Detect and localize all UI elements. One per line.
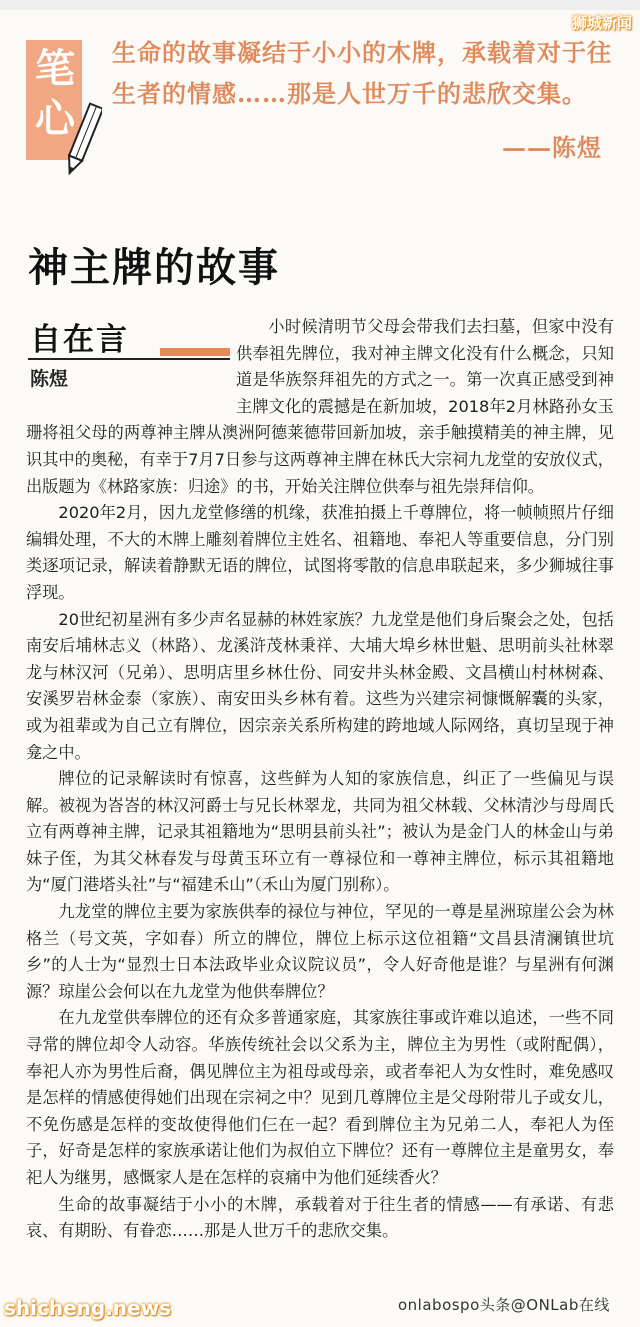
source-watermark: onlabospo头条@ONLab在线	[398, 1296, 610, 1314]
paragraph-2: 2020年2月，因九龙堂修缮的机缘，获准拍摄上千尊牌位，将一帧帧照片仔细编辑处理，不大的木牌上雕刻着牌位主姓名、祖籍地、奉祀人等重要信息，分门别类逐项记录，解读着静默无语的牌位，试图将零散的信息串联起来，多少狮城往事浮现。	[26, 503, 614, 602]
column-name: 自在言	[30, 322, 129, 358]
column-logo-text: 笔心	[35, 45, 75, 142]
paragraph-7: 生命的故事凝结于小小的木牌，承载着对于往生者的情感——有承诺、有悲哀、有期盼、有眷恋……那是人世万千的悲欣交集。	[26, 1194, 614, 1241]
pencil-icon	[66, 100, 102, 180]
top-bar	[0, 0, 640, 10]
article-author: 陈煜	[30, 368, 69, 390]
pull-quote-author: ——陈煜	[502, 133, 602, 162]
article-title: 神主牌的故事	[28, 245, 280, 291]
paragraph-3: 20世纪初星洲有多少声名显赫的林姓家族？九龙堂是他们身后聚会之处，包括南安后埔林志义（林路）、龙溪浒茂林秉祥、大埔大埠乡林世魁、思明前头社林翠龙与林汉河（兄弟）、思明店里乡林仕份、同安井头林金殿、文昌横山村林树森、安溪罗岩林金泰（家族）、南安田头乡林有着。这些为兴建宗祠慷慨解囊的头家，或为祖辈或为自己立有牌位，因宗亲关系所构建的跨地域人际网络，真切呈现于神龛之中。	[26, 609, 614, 762]
article-body	[26, 314, 614, 1245]
paragraph-5: 九龙堂的牌位主要为家族供奉的禄位与神位，罕见的一尊是星洲琼崖公会为林格兰（号文英，字如春）所立的牌位，牌位上标示这位祖籍“文昌县清澜镇世坑乡”的人士为“显烈士日本法政毕业众议院议员”，令人好奇他是谁？与星洲有何渊源？琼崖公会何以在九龙堂为他供奉牌位？	[26, 902, 614, 1001]
pull-quote: 生命的故事凝结于小小的木牌，承载着对于往生者的情感……那是人世万千的悲欣交集。	[112, 38, 612, 108]
paragraph-1: 小时候清明节父母会带我们去扫墓，但家中没有供奉祖先牌位，我对神主牌文化没有什么概念，只知道是华族祭拜祖先的方式之一。第一次真正感受到神主牌文化的震撼是在新加坡，2018年2月林路孙女玉珊将祖父母的两尊神主牌从澳洲阿德莱德带回新加坡，亲手触摸精美的神主牌，见识其中的奥秘，有幸于7月7日参与这两尊神主牌在林氏大宗祠九龙堂的安放仪式，出版题为《林路家族：归途》的书，开始关注牌位供奉与祖先崇拜信仰。	[26, 317, 614, 496]
site-watermark-bottom: shicheng.news	[4, 1296, 171, 1320]
byline-spacer	[26, 314, 236, 394]
site-watermark: 狮城新闻	[571, 14, 632, 32]
paragraph-4: 牌位的记录解读时有惊喜，这些鲜为人知的家族信息，纠正了一些偏见与误解。被视为峇峇的林汉河爵士与兄长林翠龙，共同为祖父林载、父林清沙与母周氏立有两尊神主牌，记录其祖籍地为“思明县前头社”；被认为是金门人的林金山与弟妹子侄，为其父林春发与母黄玉环立有一尊禄位和一尊神主牌位，标示其祖籍地为“厦门港塔头社”与“福建禾山”（禾山为厦门别称）。	[26, 769, 614, 895]
paragraph-6: 在九龙堂供奉牌位的还有众多普通家庭，其家族往事或许难以追述，一些不同寻常的牌位却令人动容。华族传统社会以父系为主，牌位主为男性（或附配偶），奉祀人亦为男性后裔，偶见牌位主为祖母或母亲，或者奉祀人为女性时，难免感叹是怎样的情感使得她们出现在宗祠之中？见到几尊牌位主是父母附带儿子或女儿，不免伤感是怎样的变故使得他们仨在一起？看到牌位主为兄弟二人，奉祀人为侄子，好奇是怎样的家族承诺让他们为叔伯立下牌位？还有一尊牌位主是童男女，奉祀人为继男，感慨家人是在怎样的哀痛中为他们延续香火？	[26, 1008, 614, 1187]
